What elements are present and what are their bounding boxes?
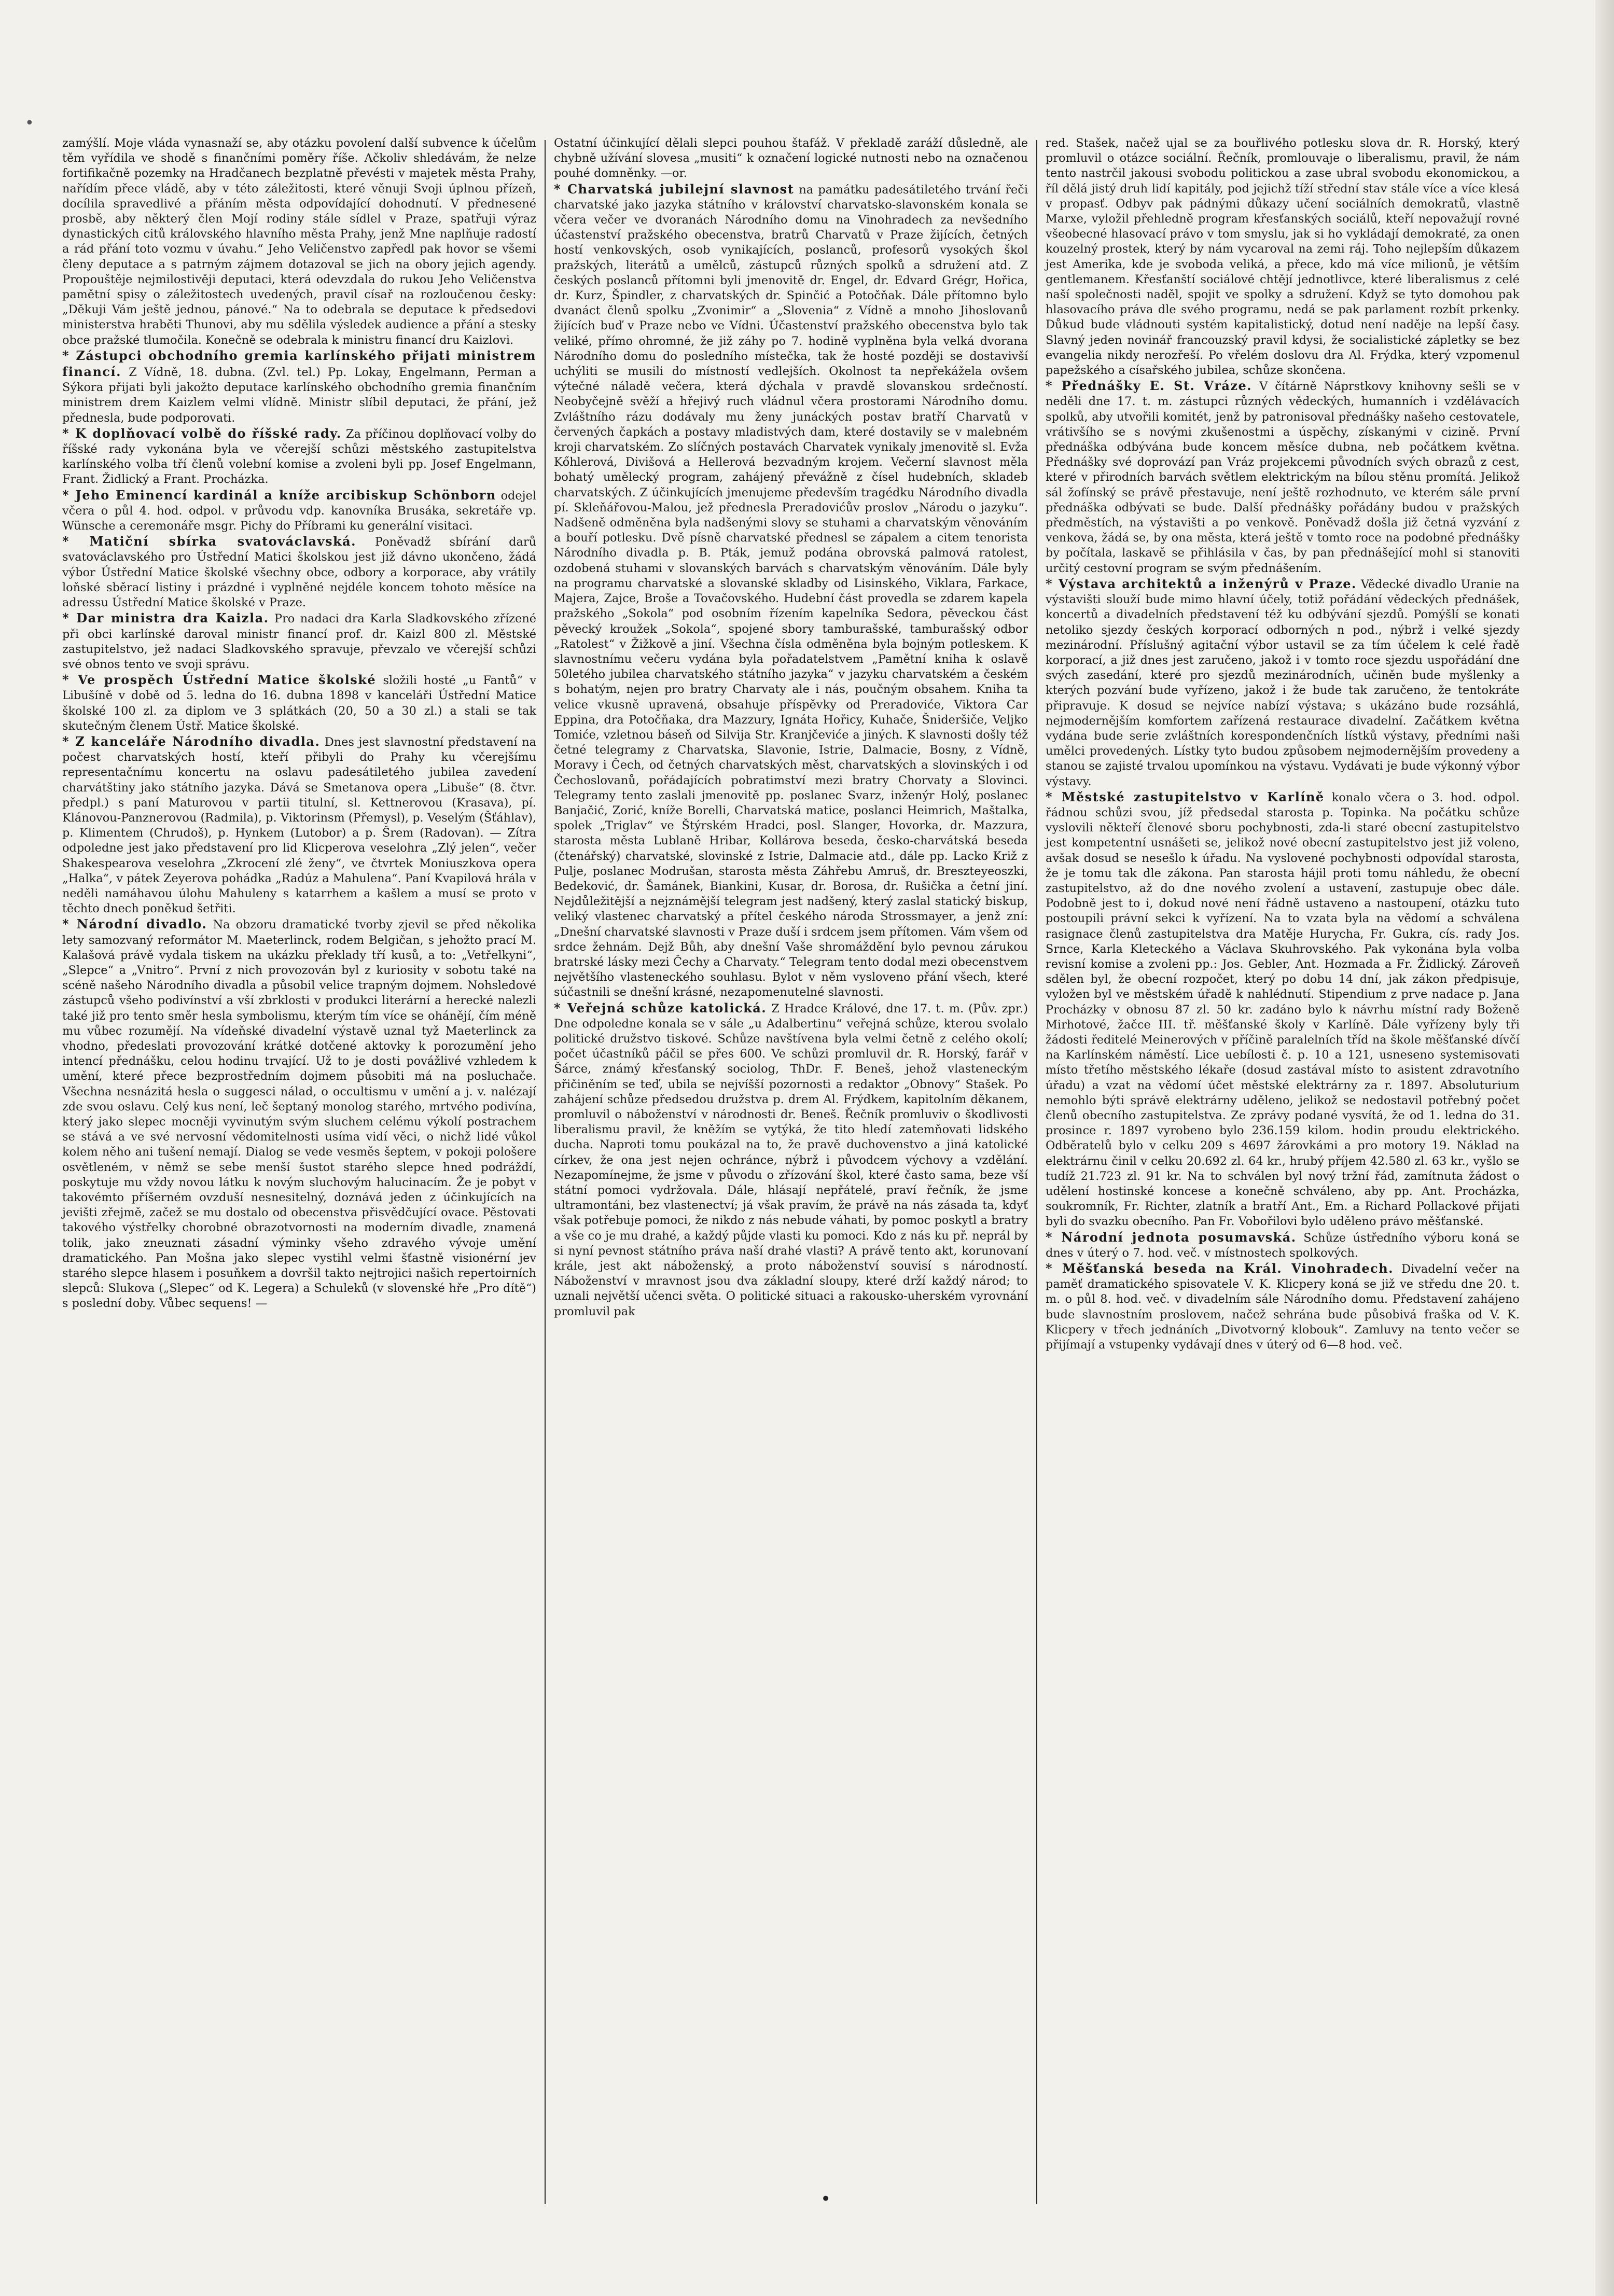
column-left bbox=[54, 136, 545, 2231]
article-heading: * Ve prospěch Ústřední Matice školské bbox=[62, 672, 377, 688]
article-heading: * Národní jednota posumavská. bbox=[1046, 1229, 1297, 1245]
article-heading: * Matiční sbírka svatováclavská. bbox=[62, 534, 356, 549]
article-text: odejel včera o půl 4. hod. odpol. v průvodu vdp. kanovníka Brusáka, sekretáře vp. Wünsche a ceremonáře msgr. Pichy do Příbrami ku generální visitaci. bbox=[62, 489, 536, 533]
article bbox=[62, 488, 536, 534]
article bbox=[62, 672, 536, 734]
article-text: Poněvadž sbírání darů svatováclavského pro Ústřední Matici školskou jest již dávno ukončeno, žádá výbor Ústřední Matice školské všechny obce, odbory a korporace, aby vrátily loňské sběrací listiny i prázdné i vyplněné nejdéle koncem tohoto měsíce na adressu Ústřední Matice školské v Praze. bbox=[62, 535, 536, 610]
paragraph bbox=[62, 136, 536, 348]
article-text: Za příčinou doplňovací volby do říšské rady vykonána byla ve včerejší schůzi městského zastupitelstva karlínského volba tří členů volební komise a zvoleni byli pp. Josef Engelmann, Frant. Židlický a Frant. Procházka. bbox=[62, 427, 536, 486]
article-text: Ostatní účinkující dělali slepci pouhou štafáž. V překladě zaráží důsledně, ale chybně užívání slovesa „musiti“ k označení logické nutnosti nebo na označenou pouhé domněnky. —or. bbox=[554, 136, 1028, 180]
article bbox=[62, 916, 536, 1311]
article-heading: * K doplňovací volbě do říšské rady. bbox=[62, 425, 342, 441]
article-text: red. Stašek, načež ujal se za bouřlivého potlesku slova dr. R. Horský, který promluvil o otázce sociální. Řečník, promlouvaje o liberalismu, pravil, že nám tento nastrčil jakousi svobodu politickou a zase ubral svobodu ekonomickou, a říl dělá jistý druh lidí kapitály, pod jejichž tíží střední stav stále více a více klesá v propasť. Odbyv pak pádnými důkazy učení sociálních demokratů, vlastně Marxe, vyložil přehledně program křesťanských sociálů, kteří nepovažují rovné všeobecné hlasovací právo v tom smyslu, jak si ho vykládají demokraté, za onen kouzelný prostek, který by nám vycaroval na zemi ráj. Toho nejlepším důkazem jest Amerika, kde je svoboda veliká, a přece, kdo má více milionů, je větším gentlemanem. Křesťanští sociálové chtějí jednotlivce, které liberalismus z celé naší společnosti naděl, spojit ve spolky a sdružení. Když se tyto domohou pak hlasovacího práva dle svého programu, nedá se pak parlament rozbít prkenky. Důkud bude vládnouti systém kapitalistický, dotud není naděje na lepší časy. Slavný jeden novinář francouzský pravil kdysi, že socialistické zápletky se bez evangelia nikdy nerozřeší. Po vřelém doslovu dra Al. Frýdka, který vzpomenul papežského a císařského jubilea, schůze skončena. bbox=[1046, 136, 1520, 378]
article-heading: * Národní divadlo. bbox=[62, 916, 207, 932]
article-text: Schůze ústředního výboru koná se dnes v úterý o 7. hod. več. v místnostech spolkových. bbox=[1046, 1231, 1520, 1260]
article-text: zamýšlí. Moje vláda vynasnaží se, aby otázku povolení další subvence k účelům těm vyřídila ve shodě s finančními poměry říše. Ačkoliv shledávám, že nelze fortifikačně pozemky na Hradčanech bezplatně převésti v majetek města Prahy, nařídím přece vládě, aby v této záležitosti, které věnuji Svoji úplnou přízeň, docílila spravedlivé a přáním města odpovídající dohodnutí. V přednesené prosbě, aby některý člen Mojí rodiny stále sídlel v Praze, spatřuji výraz dynastických citů královského hlavního města Prahy, jenž Mne naplňuje radostí a rád přání toto vozmu v úvahu.“ Jeho Veličenstvo zapředl pak hovor se všemi členy deputace a s patrným zájmem dotazoval se jich na obory jejich agendy. Propouštěje nejmilostivěji deputaci, která odevzdala do rukou Jeho Veličenstva pamětní spisy o záležitostech uvedených, pravil císař na rozloučenou česky: „Děkuji Vám ještě jednou, pánové.“ Na to odebrala se deputace k předsedovi ministerstva hraběti Thunovi, aby mu sdělila výsledek audience a přání a stesky obce pražské tlumočila. Konečně se odebrala k ministru financí dru Kaizlovi. bbox=[62, 136, 536, 347]
article-heading: * Z kanceláře Národního divadla. bbox=[62, 733, 321, 749]
article bbox=[1046, 1230, 1520, 1261]
article-text: Z Hradce Králové, dne 17. t. m. (Pův. zpr.) Dne odpoledne konala se v sále „u Adalbertinu“ veřejná schůze, kterou svolalo politické družstvo tiskové. Schůze navštívena byla velmi četně z celého okolí; počet účastníků páčil se přes 600. Ve schůzi promluvil dr. R. Horský, farář v Šárce, známý křesťanský sociolog, ThDr. F. Beneš, jehož vlasteneckým přičiněním se teď, ubila se nejvíšší pozornosti a redaktor „Obnovy“ Stašek. Po zahájení schůze předsedou družstva p. drem Al. Frýdkem, kapitolním děkanem, promluvil o náboženství v národnosti dr. Beneš. Řečník promluviv o škodlivosti liberalismu pravil, že kněžím se vytýká, že tito hledí zatemňovati lidského ducha. Naproti tomu poukázal na to, že pravě duchovenstvo a jiná katolické církev, že ona jest nejen ochránce, nýbrž i původcem výchovy a vzdělání. Nezapomínejme, že jsme v původu o zřízování škol, které často sama, beze vší státní pomoci vydržovala. Dále, hlásají nepřátelé, praví řečník, že jsme ultramontáni, bez vlastenectví; já však pravím, že právě na nás zásada ta, kdyť však potřebuje pomoci, že nikdo z nás nebude váhati, by pomoc poskytl a bratry a vše co je mu drahé, a každý půjde vlasti ku pomoci. Kdo z nás ku př. neprál by si nyní pevnost státního práva naší drahé vlasti? A právě tento akt, korunovaní krále, jest akt náboženský, a proto náboženství souvisí s národností. Náboženství v mravnost jsou dva základní sloupy, které drží každý národ; to uznali největší učenci světa. O politické situaci a rakousko-uherském vyrovnání promluvil pak bbox=[554, 1001, 1028, 1318]
article-heading: * Dar ministra dra Kaizla. bbox=[62, 610, 269, 626]
article-heading: * Jeho Eminencí kardinál a kníže arcibiskup Schönborn bbox=[62, 487, 496, 503]
article-text: V čítárně Náprstkovy knihovny sešli se v neděli dne 17. t. m. zástupci různých vědeckých, humanních i vzdělávacích spolků, aby utvořili komitét, jenž by patronisoval přednášky našeho cestovatele, vrátivšího se s novými zkušenostmi a úspěchy, získanými v cizině. První přednáška odbývána bude koncem měsíce dubna, neb počátkem května. Přednášky své doprovází pan Vráz projekcemi původních svých obrazů z cest, které v přirodních barvách světlem elektrickým na bílou stěnu promítá. Jelikož sál žofínský se právě přestavuje, není ještě rozhodnuto, ve kterém sále první přednáška odbývati se bude. Další přednášky pořádány budou v pražských předměstích, na výstavišti a po venkově. Poněvadž došla již četná vyzvání z venkova, žádá se, by ona města, která ještě v tomto roce na podobné přednášky by počítala, laskavě se přihlásila v čas, by pan přednášející mohl si stanoviti určitý cestovní program se svým přednášením. bbox=[1046, 380, 1520, 575]
article bbox=[1046, 789, 1520, 1230]
bottom-dot: • bbox=[820, 2189, 831, 2209]
page-edge bbox=[1595, 0, 1614, 2296]
column-right bbox=[1037, 136, 1528, 2231]
article bbox=[62, 348, 536, 426]
article-text: Dnes jest slavnostní představení na počest charvatských hostí, kteří přibyli do Prahy ku včerejšímu representačnímu koncertu na oslavu padesátiletého jubilea zavedení charvátštiny jako státního jazyka. Dává se Smetanova opera „Libuše“ (8. čtvr. předpl.) s paní Maturovou v partii titulní, sl. Kettnerovou (Krasava), pí. Klánovou-Panznerovou (Radmila), p. Viktorinsm (Přemysl), p. Veselým (Šťáhlav), p. Klimentem (Chrudoš), p. Hynkem (Lutobor) a p. Šrem (Radovan). — Zítra odpoledne jest jako představení pro lid Klicperova veselohra „Zlý jelen“, večer Shakespearova veselohra „Zkrocení zlé ženy“, ve čtvrtek Moniuszkova opera „Halka“, v pátek Zeyerova pohádka „Radúz a Mahulena“. Paní Kvapilová hrála v neděli namáhavou úlohu Mahuleny s katarrhem a kašlem a musí se proto v těchto dnech poněkud šetřiti. bbox=[62, 735, 536, 916]
article-text: Z Vídně, 18. dubna. (Zvl. tel.) Pp. Lokay, Engelmann, Perman a Sýkora přijati byli jakožto deputace karlínského obchodního gremia finančním ministrem drem Kaizlem velmi vlídně. Ministr slíbil deputaci, že přání, jež přednesla, bude podporovati. bbox=[62, 366, 536, 425]
article bbox=[62, 734, 536, 916]
article-heading: * Veřejná schůze katolická. bbox=[554, 1000, 767, 1015]
article bbox=[1046, 1261, 1520, 1353]
paragraph bbox=[1046, 136, 1520, 378]
article bbox=[554, 1000, 1028, 1319]
article-heading: * Výstava architektů a inženýrů v Praze. bbox=[1046, 576, 1357, 591]
article-heading: * Zástupci obchodního gremia karlínského přijati ministrem financí. bbox=[62, 347, 536, 380]
article-heading: * Přednášky E. St. Vrázе. bbox=[1046, 378, 1253, 394]
margin-dot: • bbox=[25, 114, 34, 132]
article bbox=[554, 182, 1028, 1000]
article bbox=[1046, 378, 1520, 576]
article-text: Vědecké divadlo Uranie na výstavišti slouží bude mimo hlavní účely, totiž pořádání vědeckých přednášek, koncertů a divadelních představení též ku odbývání sjezdů. Pomýšlí se konati netoliko sjezdy českých korporací odborných n pod., nýbrž i velké sjezdy mezinárodní. Příslušný agitační výbor ustavil se za tím účelem k celé řadě korporací, a již dnes jest zaručeno, jakož i v tomto roce sjezdu uspořádání dne svých zasedání, které pro sjezdů mezinárodních, učiněn bude myšlenky a kterých pozvání bude vyřízeno, jakož i že bude tak zaručeno, že tentokráte připravuje. K dosud se nejvíce nabízí výstava; s ukázáno bude rozsáhlá, nejmodernějším komfortem zařízená restaurace divadelní. Začátkem května vydána bude serie zvláštních korespondenčních lístků výstavy, předními naši umělci provedených. Lístky tyto budou způsobem nejmodernějším provedeny a stanou se zajisté trvalou upomínkou na výstavu. Vydávati je bude výkonný výbor výstavy. bbox=[1046, 577, 1520, 788]
paragraph bbox=[554, 136, 1028, 182]
article-heading: * Měšťanská beseda na Král. Vinohradech. bbox=[1046, 1261, 1394, 1276]
article bbox=[62, 534, 536, 610]
article bbox=[1046, 576, 1520, 789]
article-text: Divadelní večer na paměť dramatického spisovatele V. K. Klicpery koná se již ve středu dne 20. t. m. o půl 8. hod. več. v divadelním sále Národního domu. Představení zahájeno bude slavnostním proslovem, načež sehrána bude působivá fraška od V. K. Klicpery v třech jednáních „Divotvorný klobouk“. Zamluvy na tento večer se přijímají a vstupenky vydávají dnes v úterý od 6—8 hod. več. bbox=[1046, 1262, 1520, 1352]
article-text: Na obzoru dramatické tvorby zjevil se před několika lety samozvaný reformátor M. Maeterlinck, rodem Belgičan, s jehožto prací M. Kalašová právě vydala tiskem na ukázku překlady tří kusů, a to: „Vetřelkyni“, „Slepce“ a „Vnitro“. První z nich provozován byl z kuriosity v sobotu také na scéně našeho Národního divadla a působil velice trapným dojmem. Nohsledové zástupců všeho podivínství a vší zbrklosti v produkci literární a herecké nalezli také již pro tento směr hesla symbolismu, kterým tím více se ohánějí, čím méně mu vůbec rozumějí. Na vídeňské divadelní výstavě uznal tyž Maeterlinck za vhodno, předeslati provozování krátké dotčené aktovky k porozumění jeho intencí přednášku, celou hodinu trvající. Už to je dosti povážlivé vzhledem k umění, které přece bezprostředním dojmem působiti má na posluchače. Všechna nesnázitá hesla o suggesci nálad, o occultismu v umění a j. v. nalézají zde svou oslavu. Celý kus není, leč šeptaný monolog starého, mrtvého podivína, který jako slepec mocněji vyvinutým svým sluchem celému výkolí postrachem se stává a ve své nervosní vědomitelnosti usíma vidí věci, o nichž lidé vůkol kolem něho ani tušení nemají. Dialog se vede vesměs šeptem, v pokoji pološere osvětleném, v němž se sebe menší šustot starého slepce hned podráždí, poskytuje mu vždy novou látku k novým sluchovým halucinacím. Že je pobyt v takovémto příšerném ovzduší nesnesitelný, doznává jeden z účinkujících na jevišti zřejmě, začež se mu dostalo od obecenstva přisvědčující ovace. Pěstovati takového výstřelky chorobné obrazotvornosti na moderním divadle, znamená tolik, jako zneuznati zásadní výminky všeho zdravého vývoje umění dramatického. Pan Mošna jako slepec vystihl velmi šťastně visionérní jev starého slepce hlasem i posuňkem a dovršil takto nejtrojici našich repertoirních slepců: Slukova („Slepec“ od K. Legera) a Schuleků (v slovenské hře „Pro dítě“) s poslední doby. Vůbec sequens! — bbox=[62, 918, 536, 1311]
article-text: Pro nadaci dra Karla Sladkovského zřízené při obci karlínské daroval ministr financí prof. dr. Kaizl 800 zl. Městské zastupitelstvo, jež nadaci Sladkovského spravuje, převzalo ve včerejší schůzi své obnos tento ve svoji správu. bbox=[62, 612, 536, 671]
text-columns bbox=[54, 136, 1553, 2231]
column-middle bbox=[546, 136, 1036, 2231]
article bbox=[62, 426, 536, 488]
article-heading: * Charvatská jubilejní slavnost bbox=[554, 181, 795, 197]
article-text: složili hosté „u Fantů“ v Libušíně v době od 5. ledna do 16. dubna 1898 v kanceláři Ústřední Matice školské 100 zl. za diplom ve 3 splátkách (20, 50 a 30 zl.) a stali se tak skutečným členem Ústř. Matice školské. bbox=[62, 674, 536, 733]
article bbox=[62, 610, 536, 672]
article-heading: * Městské zastupitelstvo v Karlíně bbox=[1046, 789, 1325, 804]
article-text: na památku padesátiletého trvání řeči charvatské jako jazyka státního v království charvatsko-slavonském konala se včera večer ve dvoranách Národního domu na Vinohradech za nevšedního účastenství pražského obecenstva, bratrů Charvatů v Praze žijících, četných hostí venkovských, osob vynikajících, poslanců, profesorů vysokých škol pražských, literátů a umělců, zástupců různých spolků a sdružení atd. Z českých poslanců přítomni byli jmenovitě dr. Engel, dr. Edvard Grégr, Hořica, dr. Kurz, Špindler, z charvatských dr. Spinčić a Potočňak. Dále přítomno bylo dvanáct členů spolku „Zvonimir“ a „Slovenia“ z Vídně a mnoho Jihoslovanů žijících buď v Praze nebo ve Vídni. Účastenství pražského obecenstva bylo tak veliké, přímo ohromné, že již záhy po 7. hodině vyplněna byla velká dvorana Národního domu do posledního místečka, tak že hosté později se dostavivší uchýliti se musili do místností vedlejších. Okolnost ta nepřekážela ovšem výtečné náladě večera, která dýchala v pravdě slovanskou srdečností. Neobyčejně svěží a hřejivý ruch vládnul včera prostorami Národního domu. Zvláštního rázu dodávaly mu ženy junáckých postav bratří Charvatů v červených čapkách a postavy mladistvých dam, které dostavily se v malebném kroji charvatském. Zo slíčných postavách Charvatek vynikaly jmenovitě sl. Evža Kőhlerová, Divišová a Hellerová bezvadným krojem. Večerní slavnost měla bohatý umělecký program, zahájený převážně z čísel hudebních, skladeb charvatských. Z účinkujících jmenujeme především tragédku Národního divadla pí. Skleňářovou-Malou, jež přednesla Preradovićův proslov „Národu o jazyku“. Nadšeně odměněna byla nadšenými slovy se stuhami a charvatským věnováním a bouří potlesku. Dvě písně charvatské přednesl se zápalem a citem tenorista Národního divadla p. B. Pták, jemuž podána obrovská palmová ratolest, ozdobená stuhami v slovanských barvách s charvatským věnováním. Dále byly na programu charvatské a slovanské skladby od Lisinského, Viklara, Farkace, Majera, Zajce, Broše a Tovačovského. Hudební část provedla se zdarem kapela pražského „Sokola“ pod osobním řízením kapelníka Sedora, pěveckou část pěvecký kroužek „Sokola“, spojené sbory tamburašské, tamburašský odbor „Ratolest“ v Žižkově a jiní. Všechna čísla odměněna byla bojným potleskem. K slavnostnímu večeru vydána byla pořadatelstvem „Pamětní kniha k oslavě 50letého jubilea charvatského státního jazyka“ v jazyku charvatském a českém s bohatým, nejen pro bratry Charvaty ale i nás, poučným obsahem. Kniha ta velice vkusně upravená, obsahuje příspěvky od Preradoviće, Viktora Car Eppina, dra Potočňaka, dra Mazzury, Ignáta Hořicy, Kuhače, Šnideršiče, Veljko Tomiće, vzletnou báseň od Silvija Str. Kranjčeviće a jiných. K slavnosti došly též četné telegramy z Charvatska, Slavonie, Istrie, Dalmacie, Bosny, z Vídně, Moravy i Čech, od četných charvatských měst, charvatských a slovinských i od Čechoslovanů, pořádajících pobratimství mezi bratry Chorvaty a Slovinci. Telegramy tento zaslali jmenovitě pp. poslanec Svarz, inženýr Holý, poslanec Banjačić, Zorić, kníže Borelli, Charvatská matice, poslanci Heimrich, Maštalka, spolek „Triglav“ ve Štýrském Hradci, posl. Slanger, Hovorka, dr. Mazzura, starosta města Lublaně Hribar, Kollárova beseda, česko-charvátská beseda (čtenářský) charvatské, slovinské z Istrie, Dalmacie atd., dále pp. Lacko Križ z Pulje, poslanec Modrušan, starosta města Záhřebu Amruš, dr. Breszteyeoszki, Bedeković, dr. Šamánek, Biankini, Kusar, dr. Borosa, dr. Rušička a četní jiní. Nejdůležitější a nejznámější telegram jest nadšený, který zaslal statický biskup, veliký vlastenec charvatský a přítel českého národa Strossmayer, a jenž zní: „Dnešní charvatské slavnosti v Praze duší i srdcem jsem přítomen. Vám všem od srdce žehnám. Dejž Bůh, aby dnešní Vaše shromáždění bylo pevnou zárukou bratrské lásky mezi Čechy a Charvaty.“ Telegram tento dodal mezi obecenstvem největšího vlasteneckého souhlasu. Bylot v něm vysloveno přání všech, které súčastnili se dnešní krásné, nezapomenutelné slavnosti. bbox=[554, 183, 1028, 999]
article-text: konalo včera o 3. hod. odpol. řádnou schůzi svou, jíž předsedal starosta p. Topinka. Na počátku schůze vyslovili někteří členové sboru pochybnosti, zda-li staré obecní zastupitelstvo jest kompetentní usnášeti se, jelikož nové obecní zastupitelstvo jest již voleno, avšak dosud se nesešlo k úřadu. Na vyslovené pochybnosti odpovídal starosta, že je tomu tak dle zákona. Pan starosta hájil proti tomu náhledu, že obecní zastupitelstvo, až do dne nového zvolení a ustavení, zastupuje obec dále. Podobně jest to i, dokud nové není řádně ustaveno a nastoupení, otázku tuto postoupili právní sekci k vyřízení. Na to vzata byla na vědomí a schválena rasignace členů zastupitelstva dra Matěje Hurycha, Fr. Gukra, cís. rady Jos. Srnce, Karla Kleteckého a Václava Skuhrovského. Pak vykonána byla volba revisní komise a zvoleni pp.: Jos. Gebler, Ant. Hozmada a Fr. Židlický. Zároveň sdělen byl, že obecní rozpočet, který po dobu 14 dní, jak zákon předpisuje, vyložen byl ve městském úřadě k nahlédnutí. Stipendium z prve nadace p. Jana Procházky v obnosu 87 zl. 50 kr. zadáno bylo k návrhu místní rady Boženě Mirhotové, žačce III. tř. měšťanské školy v Karlíně. Dále vyřízeny byly tři žádosti ředitelé Meinerových v příčině paralelních tříd na škole měšťanské dívčí na Karlínském náměstí. Lice uebílosti č. p. 10 a 121, usneseno systemisovati místo třetího městského lékaře (dosud zastával místo to asistent zdravotního úřadu) a vzat na vědomí účet městské elektrárny za r. 1897. Absoluturium nemohlo býti správě elektrárny uděleno, jelikož se nedostavil potřebný počet členů obecního zastupitelstva. Ze zprávy podané vysvítá, že od 1. ledna do 31. prosince r. 1897 vyrobeno bylo 236.159 kilom. hodin proudu elektrického. Odběratelů bylo v celku 209 s 4697 žárovkámi a pro motory 19. Náklad na elektrárnu činil v celku 20.692 zl. 64 kr., hrubý příjem 42.580 zl. 63 kr., vyšlo se tudíž 21.723 zl. 91 kr. Na to schválen byl nový tržní řád, zamítnuta žádost o udělení hostinské koncese a konečně schváleno, aby pp. Ant. Procházka, soukromník, Fr. Richter, zlatník a bratří Ant., Em. a Richard Pollackové přijati byli do svazku obecního. Pan Fr. Vobořilovi bylo uděleno právo měšťanské. bbox=[1046, 790, 1520, 1229]
